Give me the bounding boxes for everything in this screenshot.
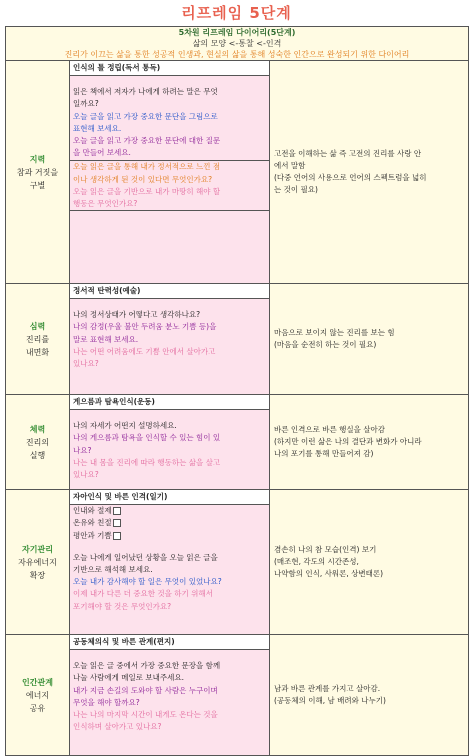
description-line: 바른 인격으로 바른 행실을 살아감 (274, 425, 385, 434)
category-subtitle: 구별 (29, 180, 46, 190)
description-line: (하지만 이런 삶은 나의 결단과 변화가 아니라 (274, 437, 422, 446)
section-heading: 자아인식 및 바른 인격(일기) (70, 490, 269, 505)
question-text: 나눌 사람에게 메일로 보내주세요. (73, 673, 184, 683)
diary-row (6, 61, 469, 284)
questions-cell (70, 395, 270, 490)
question-line (70, 420, 269, 432)
question-line (70, 697, 269, 709)
question-text: 나는 어떤 어려움에도 기쁨 안에서 살아가고 (73, 346, 216, 356)
description-line: (공동체의 이해, 남 배려와 나누기) (274, 696, 386, 705)
question-text: 인내와 절제 (73, 506, 112, 516)
description-cell (270, 490, 469, 635)
question-text: 나요? (73, 445, 92, 455)
description-line: 나약함의 인식, 사워론, 상변태론) (274, 569, 384, 578)
questions-cell (70, 635, 270, 756)
spacer (70, 410, 269, 420)
description-line: 남과 바른 관계를 가지고 살아감. (274, 684, 381, 693)
category-cell (6, 635, 70, 756)
question-line (70, 517, 269, 529)
question-text: 기반으로 해석해 보세요. (73, 565, 153, 575)
checkbox[interactable] (113, 532, 121, 540)
category-cell (6, 61, 70, 284)
category-cell (6, 395, 70, 490)
question-line (70, 174, 269, 186)
description-line: 고전을 이해하는 삶 즉 고전의 진리를 사랑 안 (274, 149, 422, 158)
question-line (70, 161, 269, 173)
question-text: 행동은 무엇인가요? (73, 199, 138, 209)
description-line: 겸손히 나의 참 모습(인격) 보기 (274, 545, 377, 554)
question-text: 나의 게으름과 탐욕을 인식할 수 있는 힘이 있 (73, 433, 221, 443)
question-line (70, 432, 269, 444)
category-subtitle: 확장 (29, 570, 46, 580)
question-text: 을 만들어 보세요. (73, 148, 131, 158)
category-subtitle: 실행 (29, 450, 46, 460)
question-text: 이제 내가 다른 더 중요한 것을 하기 위해서 (73, 589, 213, 599)
question-text: 이나 생각하게 된 것이 있다면 무엇인가요? (73, 174, 213, 184)
checkbox[interactable] (113, 507, 121, 515)
question-text: 나의 감정(우울 불안 두려움 분노 기쁨 등)을 (73, 322, 217, 332)
category-subtitle: 공유 (29, 703, 46, 713)
category-name: 인간관계 (22, 677, 53, 687)
question-text: 오늘 읽은 글 중에서 가장 중요한 문장을 함께 (73, 661, 221, 671)
diary-row (6, 284, 469, 395)
questions-cell (70, 284, 270, 395)
question-line (70, 186, 269, 198)
description-cell (270, 284, 469, 395)
diary-subtitle: 삶의 모양 <-통찰 <-인격 (192, 39, 282, 48)
question-line (70, 98, 269, 110)
category-cell (6, 490, 70, 635)
category-subtitle: 진리의 (25, 437, 50, 447)
category-subtitle: 참과 거짓을 (16, 167, 59, 177)
category-cell (6, 284, 70, 395)
question-line (70, 721, 269, 733)
question-line (70, 601, 269, 613)
section-heading: 게으름과 탐욕인식(운동) (70, 395, 269, 410)
category-subtitle: 에너지 (25, 690, 50, 700)
question-line (70, 552, 269, 564)
category-subtitle: 진리를 (25, 334, 50, 344)
diary-header-row (6, 27, 469, 61)
question-line (70, 111, 269, 123)
category-name: 심력 (29, 321, 46, 331)
question-line (70, 135, 269, 147)
question-text: 일까요? (73, 99, 99, 109)
highlighted-question-box (70, 160, 269, 211)
question-text: 오늘 읽은 글을 기반으로 내가 마땅히 해야 할 (73, 186, 221, 196)
diary-title: 5차원 리프레임 다이어리(5단계) (178, 28, 296, 37)
question-line (70, 321, 269, 333)
question-text: 표현해 보세요. (73, 123, 122, 133)
spacer (70, 76, 269, 86)
description-line: 에서 말함 (274, 161, 306, 170)
section-heading: 공동체의식 및 바른 관계(편지) (70, 635, 269, 650)
question-text: 오늘 글을 읽고 가장 중요한 문단을 그림으로 (73, 111, 218, 121)
question-text: 나는 나의 마지막 시간이 내게도 온다는 것을 (73, 710, 218, 720)
question-line (70, 685, 269, 697)
description-line: 나의 포기를 통해 만들어져 감) (274, 449, 374, 458)
description-cell (270, 61, 469, 284)
description-line: 는 것이 필요) (274, 185, 318, 194)
category-name: 지력 (29, 154, 46, 164)
description-line: (다중 언어의 사용으로 언어의 스펙트럼을 넓히 (274, 173, 427, 182)
questions-cell (70, 61, 270, 284)
diary-description: 진리가 이끄는 삶을 통한 성공적 인생과, 현실의 삶을 통해 성숙한 인간으로 완성되기 위한 다이어리 (64, 50, 410, 59)
question-line (70, 309, 269, 321)
question-text: 무엇을 해야 할까요? (73, 697, 140, 707)
section-heading: 인식의 틀 정립(독서 통독) (70, 61, 269, 76)
category-name: 체력 (29, 424, 46, 434)
description-cell (270, 395, 469, 490)
question-line (70, 445, 269, 457)
question-line (70, 530, 269, 542)
description-line: (매조현, 각도의 시간존성, (274, 557, 359, 566)
question-line (70, 334, 269, 346)
question-line (70, 564, 269, 576)
question-line (70, 123, 269, 135)
question-text: 오늘 글을 읽고 가장 중요한 문단에 대한 질문 (73, 136, 221, 146)
question-line (70, 358, 269, 370)
question-text: 내가 지금 손길의 도와야 할 사람은 누구이며 (73, 685, 218, 695)
question-line (70, 457, 269, 469)
section-heading: 정서적 탄력성(예술) (70, 284, 269, 299)
question-text: 온유와 친절 (73, 518, 112, 528)
question-text: 오늘 나에게 일어났던 상황을 오늘 읽은 글을 (73, 552, 218, 562)
question-text: 나는 내 몸을 진리에 따라 행동하는 삶을 살고 (73, 457, 221, 467)
question-line (70, 576, 269, 588)
question-text: 나의 자세가 어떤지 설명하세요. (73, 421, 177, 431)
question-line (70, 86, 269, 98)
question-line (70, 588, 269, 600)
diary-header-cell (6, 27, 469, 61)
question-text: 오늘 내가 감사해야 할 일은 무엇이 있었나요? (73, 577, 222, 587)
question-line (70, 660, 269, 672)
question-line (70, 198, 269, 210)
question-text: 나의 정서상태가 어떻다고 생각하나요? (73, 310, 201, 320)
question-text: 말로 표현해 보세요. (73, 334, 139, 344)
question-text: 읽은 책에서 저자가 나에게 하려는 말은 무엇 (73, 87, 218, 97)
spacer (70, 542, 269, 552)
diary-table (5, 26, 469, 756)
diary-row (6, 635, 469, 756)
diary-row (6, 395, 469, 490)
question-text: 포기해야 할 것은 무엇인가요? (73, 601, 172, 611)
question-line (70, 505, 269, 517)
page-title: 리프레임 5단계 (181, 4, 292, 22)
description-line: (마음을 순전히 하는 것이 필요) (274, 340, 377, 349)
checkbox[interactable] (113, 519, 121, 527)
question-line (70, 469, 269, 481)
category-subtitle: 내면화 (25, 347, 50, 357)
question-text: 있나요? (73, 470, 99, 480)
question-line (70, 709, 269, 721)
question-line (70, 147, 269, 159)
question-line (70, 672, 269, 684)
category-name: 자기관리 (22, 544, 53, 554)
question-text: 평안과 기쁨 (73, 530, 112, 540)
question-line (70, 346, 269, 358)
spacer (70, 650, 269, 660)
question-text: 오늘 읽은 글을 통해 내가 정서적으로 느낀 점 (73, 162, 221, 172)
questions-cell (70, 490, 270, 635)
spacer (70, 299, 269, 309)
description-cell (270, 635, 469, 756)
category-subtitle: 자유에너지 (18, 557, 57, 567)
question-text: 있나요? (73, 359, 99, 369)
description-line: 마음으로 보이지 않는 진리를 보는 힘 (274, 328, 395, 337)
diary-row (6, 490, 469, 635)
question-text: 인식하며 살아가고 있나요? (73, 722, 162, 732)
